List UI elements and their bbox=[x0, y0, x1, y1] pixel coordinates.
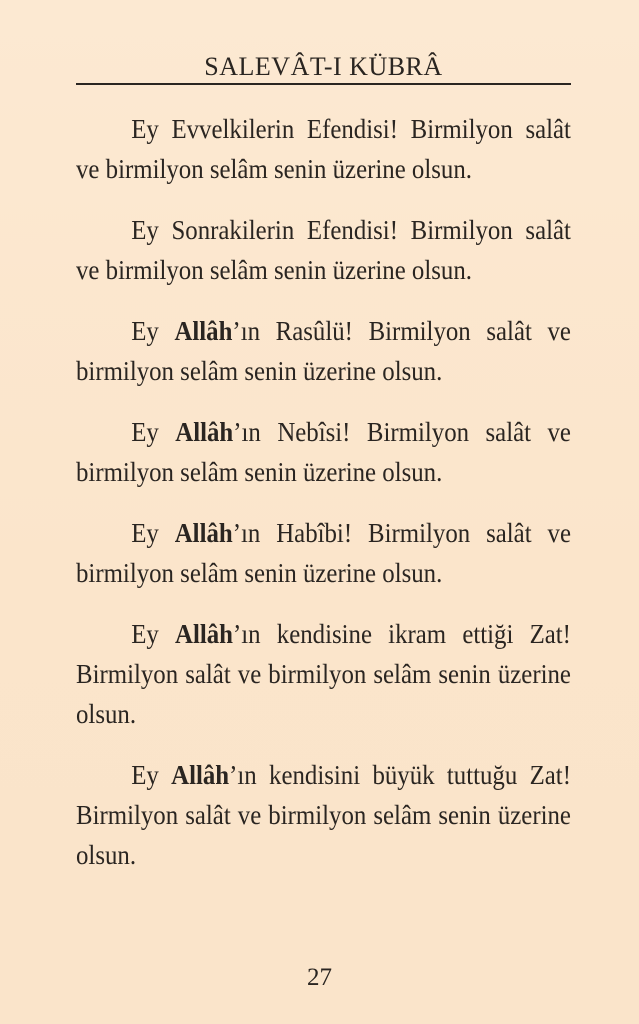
paragraph-4 bbox=[76, 412, 571, 492]
paragraph-bold: Allâh bbox=[171, 760, 230, 790]
paragraph-5 bbox=[76, 513, 571, 593]
paragraph-2 bbox=[76, 210, 571, 290]
paragraph-text: ’ın Rasûlü! Birmilyon salât ve birmilyon selâm senin üzerine olsun. bbox=[76, 316, 571, 386]
paragraph-lead: Ey bbox=[131, 619, 176, 649]
paragraph-text: ’ın Habîbi! Birmilyon salât ve birmilyon selâm senin üzerine olsun. bbox=[76, 518, 571, 588]
paragraph-bold: Allâh bbox=[174, 316, 233, 346]
paragraph-lead: Ey bbox=[131, 760, 172, 790]
paragraph-1 bbox=[76, 109, 571, 189]
paragraph-3 bbox=[76, 311, 571, 391]
paragraph-bold: Allâh bbox=[175, 619, 233, 649]
body-text bbox=[76, 109, 571, 896]
page-number: 27 bbox=[307, 964, 332, 991]
paragraph-bold: Allâh bbox=[174, 518, 233, 548]
header-rule bbox=[76, 83, 571, 85]
paragraph-bold: Allâh bbox=[175, 417, 234, 447]
paragraph-text: ’ın Nebîsi! Birmilyon salât ve birmilyon selâm senin üzerine olsun. bbox=[76, 417, 571, 487]
paragraph-6 bbox=[76, 614, 571, 734]
paragraph-text: ’ın kendisini büyük tuttuğu Zat! Birmilyon salât ve birmilyon selâm senin üzerine olsun. bbox=[76, 760, 571, 870]
paragraph-text: ’ın kendisine ikram ettiği Zat! Birmilyon salât ve birmilyon selâm senin üzerine olsun. bbox=[76, 619, 571, 729]
paragraph-lead: Ey bbox=[131, 417, 176, 447]
paragraph-lead: Ey bbox=[131, 316, 175, 346]
paragraph-7 bbox=[76, 755, 571, 875]
running-header: SALEVÂT-I KÜBRÂ bbox=[204, 52, 443, 81]
paragraph-lead: Ey bbox=[131, 518, 175, 548]
paragraph-text: Ey Evvelkilerin Efendisi! Birmilyon salât ve birmilyon selâm senin üzerine olsun. bbox=[76, 114, 571, 184]
paragraph-text: Ey Sonrakilerin Efendisi! Birmilyon salât ve birmilyon selâm senin üzerine olsun. bbox=[76, 215, 571, 285]
